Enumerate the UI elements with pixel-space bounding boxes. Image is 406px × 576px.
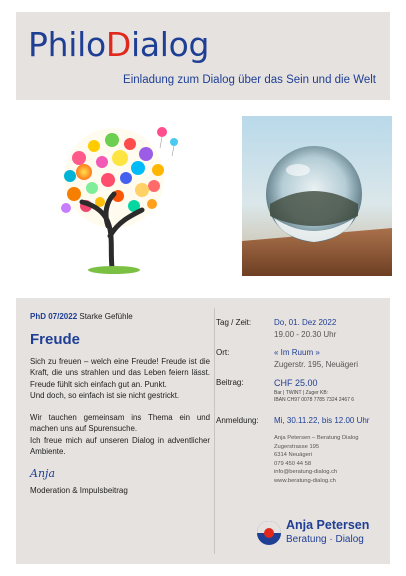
date-value: Do, 01. Dez 2022 19.00 - 20.30 Uhr <box>274 318 337 339</box>
header-banner <box>16 12 390 100</box>
brand-subtitle: Beratung · Dialog <box>286 534 364 545</box>
brand-name: Anja Petersen <box>286 518 370 532</box>
registration-label: Anmeldung: <box>216 416 259 425</box>
brand-logo <box>256 518 386 558</box>
brand-mark-icon <box>256 520 282 546</box>
event-series: Starke Gefühle <box>79 312 133 321</box>
glass-globe-image <box>242 116 392 276</box>
event-body <box>30 356 210 457</box>
tagline: Einladung zum Dialog über das Sein und die Welt <box>123 74 376 86</box>
fee-value: CHF 25.00 Bar | TWINT | Zuger KB: IBAN CH97 0078 7785 7324 2467 6 <box>274 378 355 403</box>
event-title: Freude <box>30 331 81 348</box>
logo-philodialog: PhiloDialog <box>28 25 210 64</box>
body-paragraph: Ich freue mich auf unseren Dialog in adventlicher Ambiente. <box>30 435 210 457</box>
event-description <box>30 312 210 495</box>
column-divider <box>214 308 215 554</box>
email-link[interactable]: info@beratung-dialog.ch <box>274 469 338 476</box>
event-code: PhD 07/2022 <box>30 312 78 321</box>
place-value: « Im Ruum » Zugerstr. 195, Neuägeri <box>274 348 359 369</box>
body-paragraph: Wir tauchen gemeinsam ins Thema ein und machen uns auf Spurensuche. <box>30 413 210 434</box>
body-paragraph: Sich zu freuen – welch eine Freude! Freude ist die Kraft, die uns strahlen und das Leben feiern lässt. Freude fühlt sich einfach gut an. Punkt. <box>30 357 210 389</box>
contact-block: Anja Petersen – Beratung Dialog Zugerstrasse 195 6314 Neuägeri 079 450 44 58 info@beratung-dialog.ch www.beratung-dialog.ch <box>274 434 384 486</box>
place-label: Ort: <box>216 348 230 357</box>
moderator-role: Moderation & Impulsbeitrag <box>30 486 128 496</box>
body-paragraph: Und doch, so einfach ist sie nicht gestrickt. <box>30 390 180 400</box>
signature: Anja <box>30 467 55 481</box>
fee-label: Beitrag: <box>216 378 244 387</box>
date-label: Tag / Zeit: <box>216 318 252 327</box>
registration-value: Mi, 30.11.22, bis 12.00 Uhr <box>274 416 370 425</box>
website-link[interactable]: www.beratung-dialog.ch <box>274 477 336 484</box>
event-series-line <box>30 312 210 321</box>
joy-tree-image <box>34 118 194 278</box>
